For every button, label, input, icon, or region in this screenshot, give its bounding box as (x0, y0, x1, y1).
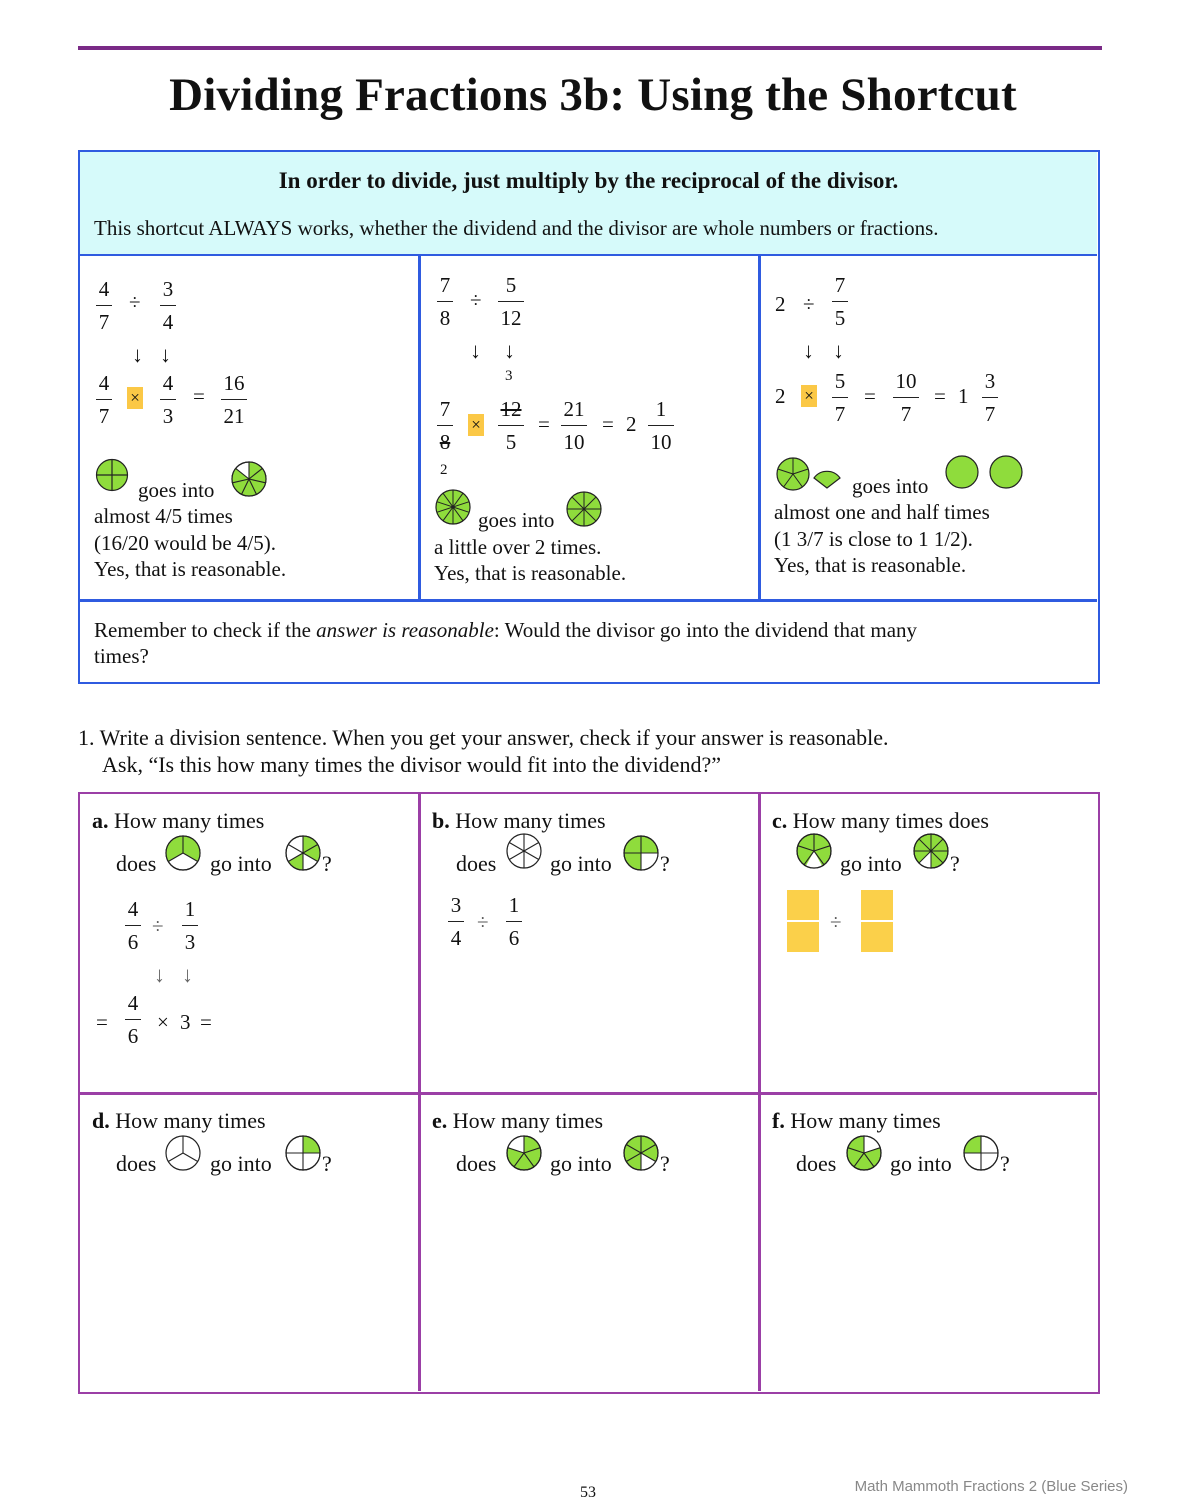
info-heading: In order to divide, just multiply by the reciprocal of the divisor. (278, 168, 899, 193)
cancel-result: 2 (440, 462, 448, 478)
exercise-instruction-2: Ask, “Is this how many times the divisor would fit into the dividend?” (102, 752, 721, 777)
circle-sixths-icon (284, 834, 322, 872)
arrow-icon: ↓ (833, 338, 844, 363)
does-label: does (116, 1151, 157, 1176)
goes-into: goes into (852, 474, 929, 498)
div-sign: ÷ (129, 290, 141, 314)
arrow-icon: ↓ (182, 962, 193, 987)
equals-sign: = (200, 1010, 212, 1034)
multiply-sign: × (468, 414, 484, 436)
go-into-label: go into (210, 1151, 272, 1176)
fraction: 4 6 (125, 992, 141, 1047)
page-number: 53 (580, 1484, 596, 1501)
explanation: (1 3/7 is close to 1 1/2). (774, 527, 973, 551)
divider (80, 599, 1097, 602)
cancel-result: 3 (505, 368, 513, 384)
does-label: does (456, 851, 497, 876)
div-sign: ÷ (477, 910, 489, 934)
whole-number: 3 (180, 1010, 191, 1034)
explanation: Yes, that is reasonable. (94, 557, 287, 581)
arrow-icon: ↓ (132, 342, 143, 367)
whole-circle-icon (988, 454, 1024, 490)
go-into-label: go into (210, 851, 272, 876)
fraction: 1 3 (182, 898, 198, 953)
equals-sign: = (96, 1010, 108, 1034)
fraction: 7 8 (437, 398, 453, 453)
explanation: a little over 2 times. (434, 535, 602, 559)
fraction: 21 10 (561, 398, 587, 453)
whole-number: 2 (775, 292, 786, 316)
explanation: (16/20 would be 4/5). (94, 531, 276, 555)
arrow-icon: ↓ (803, 338, 814, 363)
does-label: does (456, 1151, 497, 1176)
question-mark: ? (660, 1151, 670, 1176)
go-into-label: go into (550, 851, 612, 876)
fraction: 7 5 (832, 274, 848, 329)
div-sign: ÷ (470, 288, 482, 312)
fraction: 5 7 (832, 370, 848, 425)
footer-credit: Math Mammoth Fractions 2 (Blue Series) (854, 1478, 1128, 1495)
circle-fourths-icon (284, 1134, 322, 1172)
fraction: 4 7 (96, 372, 112, 427)
fraction: 3 4 (160, 278, 176, 333)
remember-text: Remember to check if the answer is reasonable: Would the divisor go into the dividend that many (94, 618, 918, 642)
circle-sixths-icon (622, 1134, 660, 1172)
circle-fourths-icon (95, 458, 129, 492)
circle-tenths-icon (434, 488, 472, 526)
go-into-label: go into (550, 1151, 612, 1176)
fraction: 7 8 (437, 274, 453, 329)
go-into-label: go into (840, 851, 902, 876)
arrow-icon: ↓ (154, 962, 165, 987)
info-header (80, 152, 1097, 256)
fraction: 4 7 (96, 278, 112, 333)
problem-question: c. How many times does (772, 808, 989, 833)
div-sign: ÷ (803, 292, 815, 316)
problem-question: b. How many times (432, 808, 606, 833)
does-label: does (116, 851, 157, 876)
circle-fourths-icon (622, 834, 660, 872)
fraction: 3 7 (982, 370, 998, 425)
page-title: Dividing Fractions 3b: Using the Shortcut (169, 69, 1017, 121)
info-subtext: This shortcut ALWAYS works, whether the dividend and the divisor are whole numbers or fractions. (94, 216, 939, 240)
div-sign: ÷ (830, 910, 842, 934)
fraction: 1 6 (506, 894, 522, 949)
divider (418, 256, 421, 602)
top-rule (78, 46, 1102, 50)
circle-sevenths-icon (230, 460, 268, 498)
fraction: 12 5 (498, 398, 524, 453)
question-mark: ? (660, 851, 670, 876)
exercise-instruction: 1. Write a division sentence. When you get your answer, check if your answer is reasonable. (78, 725, 889, 750)
multiply-sign: × (157, 1010, 169, 1034)
problem-question: e. How many times (432, 1108, 604, 1133)
problem-question: a. How many times (92, 808, 265, 833)
fraction: 5 12 (498, 274, 524, 329)
div-sign: ÷ (152, 914, 164, 938)
fraction: 4 3 (160, 372, 176, 427)
fraction: 3 4 (448, 894, 464, 949)
circle-fifths-icon (795, 832, 833, 870)
question-mark: ? (950, 851, 960, 876)
whole-circle-icon (944, 454, 980, 490)
remember-text-2: times? (94, 644, 149, 668)
goes-into: goes into (138, 478, 215, 502)
problem-question: d. How many times (92, 1108, 266, 1133)
multiply-sign: × (127, 387, 143, 409)
arrow-icon: ↓ (160, 342, 171, 367)
fraction-bar (861, 920, 893, 922)
equals-sign: = (602, 412, 614, 436)
problem-question: f. How many times (772, 1108, 941, 1133)
whole-number: 1 (958, 384, 969, 408)
fraction: 4 6 (125, 898, 141, 953)
fraction: 10 7 (893, 370, 919, 425)
circle-fifths-icon (845, 1134, 883, 1172)
circle-sixths-icon (505, 832, 543, 870)
explanation: Yes, that is reasonable. (774, 553, 967, 577)
fraction-bar (787, 920, 819, 922)
fraction: 1 10 (648, 398, 674, 453)
explanation: Yes, that is reasonable. (434, 561, 627, 585)
question-mark: ? (322, 1151, 332, 1176)
whole-number: 2 (626, 412, 637, 436)
go-into-label: go into (890, 1151, 952, 1176)
equals-sign: = (864, 384, 876, 408)
equals-sign: = (934, 384, 946, 408)
divider (80, 1092, 1097, 1095)
fraction: 16 21 (221, 372, 247, 427)
multiply-sign: × (801, 385, 817, 407)
circle-thirds-icon (164, 834, 202, 872)
circle-eighths-icon (565, 490, 603, 528)
fifth-slice-icon (810, 468, 844, 492)
problem-grid (78, 792, 1100, 1394)
circle-fifths-icon (775, 456, 811, 492)
equals-sign: = (193, 384, 205, 408)
question-mark: ? (322, 851, 332, 876)
arrow-icon: ↓ (470, 338, 481, 363)
does-label: does (796, 1151, 837, 1176)
explanation: almost 4/5 times (94, 504, 233, 528)
arrow-icon: ↓ (504, 338, 515, 363)
question-mark: ? (1000, 1151, 1010, 1176)
equals-sign: = (538, 412, 550, 436)
circle-thirds-icon (164, 1134, 202, 1172)
circle-eighths-icon (912, 832, 950, 870)
whole-number: 2 (775, 384, 786, 408)
circle-fourths-icon (962, 1134, 1000, 1172)
explanation: almost one and half times (774, 500, 990, 524)
goes-into: goes into (478, 508, 555, 532)
divider (758, 256, 761, 602)
circle-fifths-icon (505, 1134, 543, 1172)
